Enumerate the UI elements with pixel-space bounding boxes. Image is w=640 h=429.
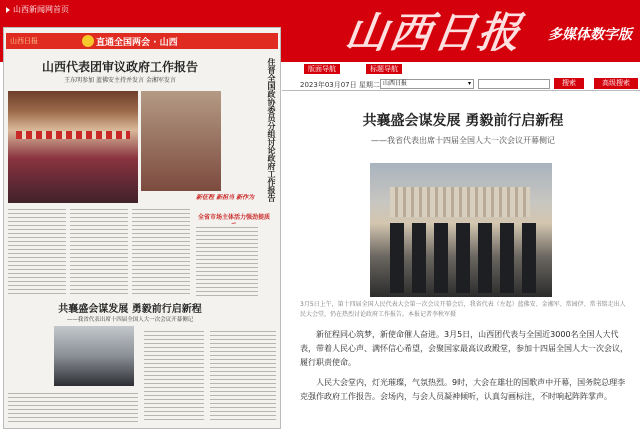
text-column: [8, 206, 66, 296]
mid-subhead: ——我省代表出席十四届全国人大一次会议开幕侧记: [66, 317, 194, 323]
brand-logo: 山西日报: [342, 8, 526, 57]
delegate-photo[interactable]: [141, 91, 221, 191]
chevron-down-icon: ▾: [467, 80, 471, 87]
emblem-icon: [82, 35, 94, 47]
title-nav-button[interactable]: 标题导航: [366, 64, 402, 74]
delegates-decoration: [390, 223, 540, 293]
text-column: [70, 206, 128, 296]
text-column: [196, 224, 258, 296]
article-paragraph: 人民大会堂内，灯光璀璨，气氛热烈。9时，大会在雄壮的国歌声中开幕，国务院总理李克强作政府工作报告。会场内，与会人员凝神倾听，认真勾画标注，不时响起阵阵掌声。: [300, 378, 626, 401]
page-subhead: 王东明参加 蓝佛安主持并发言 金湘军发言: [64, 77, 176, 84]
issue-date: 2023年03月07日 星期二: [300, 81, 380, 89]
text-column: [144, 328, 204, 423]
masthead-title: 直通全国两会 · 山西: [96, 38, 178, 48]
newspaper-page-thumbnail[interactable]: [3, 27, 281, 429]
masthead-paper-name: 山西日报: [10, 37, 38, 45]
article-photo: [370, 163, 552, 297]
meeting-photo[interactable]: [8, 91, 138, 203]
article-paragraph: 新征程同心筑梦，新使命催人奋进。3月5日，山西团代表与全国近3000名全国人大代表，带着人民心声、满怀信心希望，会聚国家最高议政殿堂，参加十四届全国人大一次会议，履行职责使命。: [300, 330, 628, 367]
text-column: [210, 328, 276, 423]
great-hall-decoration: [390, 187, 530, 217]
article-title: 共襄盛会谋发展 勇毅前行启新程: [362, 113, 564, 129]
photo-caption: 3月5日上午，第十四届全国人民代表大会第一次会议开幕会后，我省代表（左起）蓝佛安、金湘军、常园伊、常书铭走出人民大会堂，仍在热烈讨论政府工作报告。本报记者李秋军摄: [300, 301, 626, 318]
article-panel: [290, 95, 636, 427]
search-button[interactable]: 搜索: [554, 78, 584, 89]
page-headline[interactable]: 山西代表团审议政府工作报告: [41, 60, 198, 74]
home-link[interactable]: [6, 4, 69, 15]
delegates-walking-photo[interactable]: [54, 326, 134, 386]
paper-select-value: 山西日报: [383, 80, 408, 87]
text-column: [8, 390, 138, 423]
vertical-headline[interactable]: 住晋全国政协委员分组讨论政府工作报告: [267, 58, 276, 202]
paper-select[interactable]: [380, 79, 474, 89]
red-headline[interactable]: 全省市场主体活力强劲提质: [197, 214, 270, 221]
article-subtitle: ——我省代表出席十四届全国人大一次会议开幕侧记: [371, 136, 555, 145]
page-masthead: [6, 33, 278, 49]
mid-headline[interactable]: 共襄盛会谋发展 勇毅前行启新程: [58, 304, 202, 315]
home-link-label: 山西新闻网首页: [13, 5, 69, 14]
arrow-right-icon: [6, 7, 10, 13]
flags-decoration: [16, 131, 130, 139]
search-input[interactable]: [478, 79, 550, 89]
text-column: [132, 206, 190, 296]
red-banner: 新征程 新担当 新作为: [196, 194, 255, 201]
brand-subtitle: 多媒体数字版: [548, 27, 632, 43]
search-toolbar: [282, 78, 640, 91]
layout-nav-button[interactable]: 版面导航: [304, 64, 340, 74]
advanced-search-button[interactable]: 高级搜索: [594, 78, 638, 89]
